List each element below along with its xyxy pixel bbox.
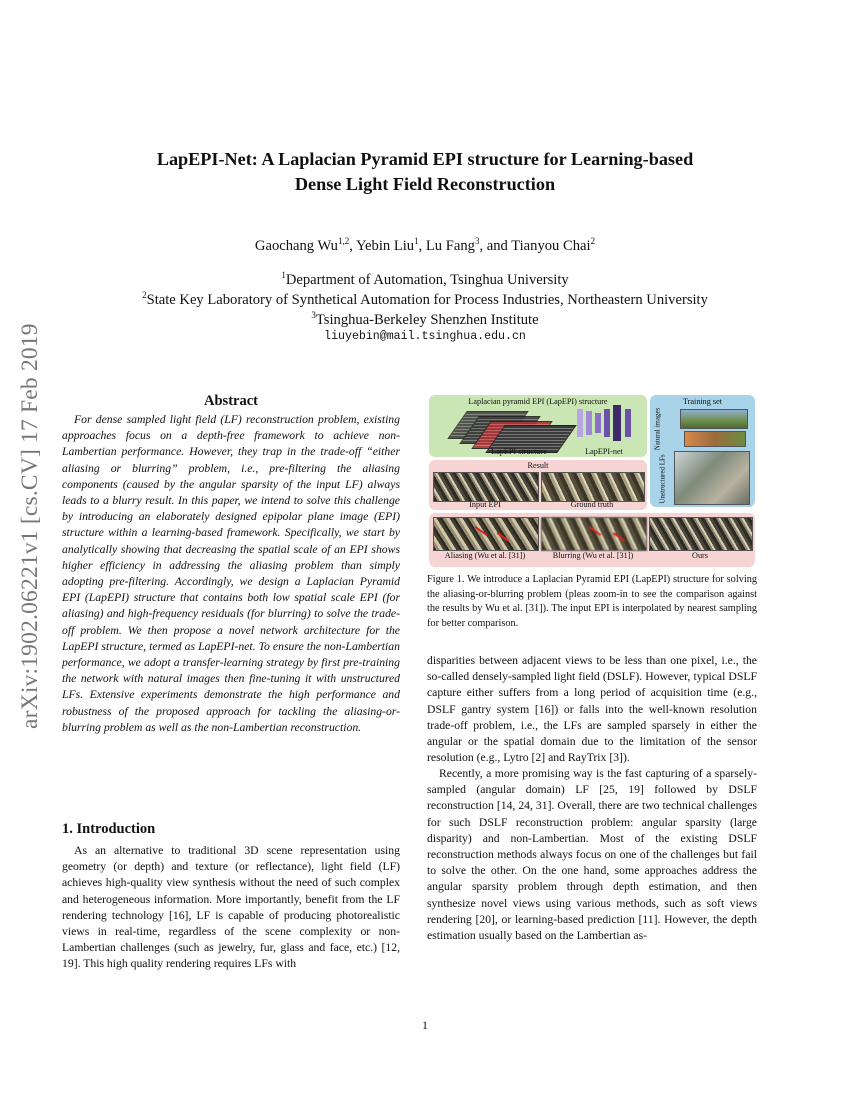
- abstract-heading: Abstract: [204, 393, 258, 409]
- section-heading-introduction: 1. Introduction: [62, 821, 156, 837]
- ours-result-image: [649, 517, 753, 551]
- author-name: Tianyou Chai: [511, 238, 591, 254]
- network-block: [613, 405, 621, 441]
- affil-sup: 3: [311, 310, 316, 321]
- author-affil-sup: 1,2: [337, 236, 350, 247]
- affil-sup: 2: [142, 290, 147, 301]
- training-set-panel: [650, 395, 755, 507]
- affil-text: State Key Laboratory of Synthetical Automation for Process Industries, Northeastern University: [146, 292, 708, 308]
- abstract-text: For dense sampled light field (LF) reconstruction problem, existing approaches focus on a depth-free framework to achieve non-Lambertian performance. However, they trap in the trade-off “either aliasing or blurring” problem, i.e., pre-filtering the aliasing components (caused by the angular sparsity of the input LF) always leads to a blurry result. In this paper, we intend to solve this challenge by introducing an elaborately designed epipolar plane image (EPI) structure within a learning-based framework. Specifically, we start by analytically showing that decreasing the spatial scale of an EPI shows higher efficiency in addressing the aliasing problem than simply adopting pre-filtering. Accordingly, we design a Laplacian Pyramid EPI (LapEPI) structure that contains both low spatial scale EPI (for aliasing) and high-frequency residuals (for blurring) to solve the trade-off problem. We then propose a novel network architecture for the LapEPI structure, termed as LapEPI-net. To ensure the non-Lambertian performance, we adopt a transfer-learning strategy by first pre-training the network with natural images then fine-tuning it with unstructured LFs. Extensive experiments demonstrate the high performance and robustness of the proposed approach for tackling the aliasing-or-blurring problem as well as the non-Lambertian reconstruction.: [62, 413, 400, 734]
- lapepi-structure-panel: [429, 395, 647, 457]
- result-title: Result: [527, 461, 549, 470]
- panel-title: Laplacian pyramid EPI (LapEPI) structure: [468, 397, 608, 406]
- author-name: Yebin Liu: [355, 238, 415, 254]
- network-block: [586, 411, 592, 435]
- ground-truth-image: [541, 472, 645, 502]
- author-affil-sup: 3: [474, 236, 480, 247]
- affil-sup: 1: [281, 270, 286, 281]
- natural-images-label: Natural images: [653, 407, 662, 451]
- figure-1: [427, 393, 757, 569]
- affiliation-3: [60, 312, 790, 329]
- arxiv-identifier: arXiv:1902.06221v1 [cs.CV] 17 Feb 2019: [17, 323, 43, 729]
- affiliation-2: [60, 292, 790, 309]
- aliasing-label: Aliasing (Wu et al. [31]): [444, 551, 526, 560]
- error-marker: [589, 526, 602, 536]
- training-set-title: Training set: [682, 397, 723, 406]
- title-line-1: LapEPI-Net: A Laplacian Pyramid EPI structure for Learning-based: [156, 149, 694, 169]
- contact-email[interactable]: liuyebin@mail.tsinghua.edu.cn: [324, 330, 526, 343]
- author-separator: ,: [418, 238, 426, 254]
- result-panel: [429, 460, 647, 510]
- right-paragraph-2: Recently, a more promising way is the fast capturing of a sparsely-sampled (angular domain) LF [25, 19] followed by DSLF reconstruction [14, 24, 31]. Overall, there are two technical challenges for such DSLF reconstruction problem: angular sparsity (large disparity) and non-Lambertian. Most of the existing DSLF reconstruction methods always focus on one of the challenges but fail to solve the other. On the one hand, some approaches address the angular sparsity problem through depth estimation, and then synthesize novel views using various methods, such as soft views rendering [20], or learning-based prediction [11]. However, the depth estimation usually based on the Lambertian as-: [427, 767, 757, 943]
- lapepi-structure-label: LapEPI structure: [491, 447, 547, 456]
- author-affil-sup: 1: [414, 236, 419, 247]
- ground-truth-label: Ground truth: [570, 500, 614, 509]
- author-name: Lu Fang: [425, 238, 475, 254]
- affil-text: Tsinghua-Berkeley Shenzhen Institute: [315, 312, 539, 328]
- author-separator: ,: [349, 238, 356, 254]
- network-block: [604, 409, 610, 437]
- blurring-result-image: [541, 517, 647, 551]
- network-block: [625, 409, 631, 437]
- intro-paragraph: As an alternative to traditional 3D scene representation using geometry (or depth) and texture (or reflectance), light field (LF) achieves high-quality view synthesis without the need of such complex and heterogeneous information. More importantly, benefit from the LF rendering technology [16], LF is capable of producing photorealistic views in real-time, regardless of the scene complexity or non-Lambertian challenges (such as jewelry, fur, glass and face, etc.) [12, 19]. This high quality rendering requires LFs with: [62, 844, 400, 971]
- title-line-2: Dense Light Field Reconstruction: [294, 174, 556, 194]
- author-separator: , and: [479, 238, 512, 254]
- lapepi-net-label: LapEPI-net: [585, 447, 623, 456]
- unstructured-lf-thumb: [674, 451, 750, 505]
- affil-text: Department of Automation, Tsinghua University: [285, 272, 569, 288]
- paper-title: [90, 147, 760, 197]
- aliasing-result-image: [433, 517, 539, 551]
- natural-image-thumb: [680, 409, 748, 429]
- input-epi-image: [433, 472, 539, 502]
- blurring-label: Blurring (Wu et al. [31]): [552, 551, 634, 560]
- natural-image-thumb: [684, 431, 746, 447]
- input-epi-label: Input EPI: [469, 500, 501, 509]
- error-marker: [475, 526, 488, 536]
- affiliation-1: [60, 272, 790, 289]
- error-marker: [613, 532, 626, 542]
- network-block: [595, 413, 601, 433]
- ours-label: Ours: [692, 551, 708, 560]
- author-list: [90, 238, 760, 255]
- right-paragraph-1: disparities between adjacent views to be less than one pixel, i.e., the so-called densely-sampled light field (DSLF). However, typical DSLF capture either suffers from a long period of acquisition time (e.g., DSLF gantry system [16]) or falls into the well-known resolution trade-off problem, i.e., the LFs are sampled sparsely in either the angular or the spatial domain due to the limitation of the sensor resolution (e.g., Lytro [2] and RayTrix [3]).: [427, 654, 757, 765]
- page-number: 1: [422, 1018, 428, 1032]
- author-name: Gaochang Wu: [254, 238, 338, 254]
- error-marker: [497, 532, 510, 542]
- unstructured-lfs-label: Unstructured LFs: [658, 454, 667, 504]
- figure-1-caption: Figure 1. We introduce a Laplacian Pyramid EPI (LapEPI) structure for solving the aliasing-or-blurring problem (pleas zoom-in to see the comparison against the results by Wu et al. [31]). The input EPI is interpolated by nearest sampling for better comparison.: [427, 574, 757, 629]
- author-affil-sup: 2: [590, 236, 596, 247]
- comparison-panel: [429, 513, 755, 567]
- network-block: [577, 409, 583, 437]
